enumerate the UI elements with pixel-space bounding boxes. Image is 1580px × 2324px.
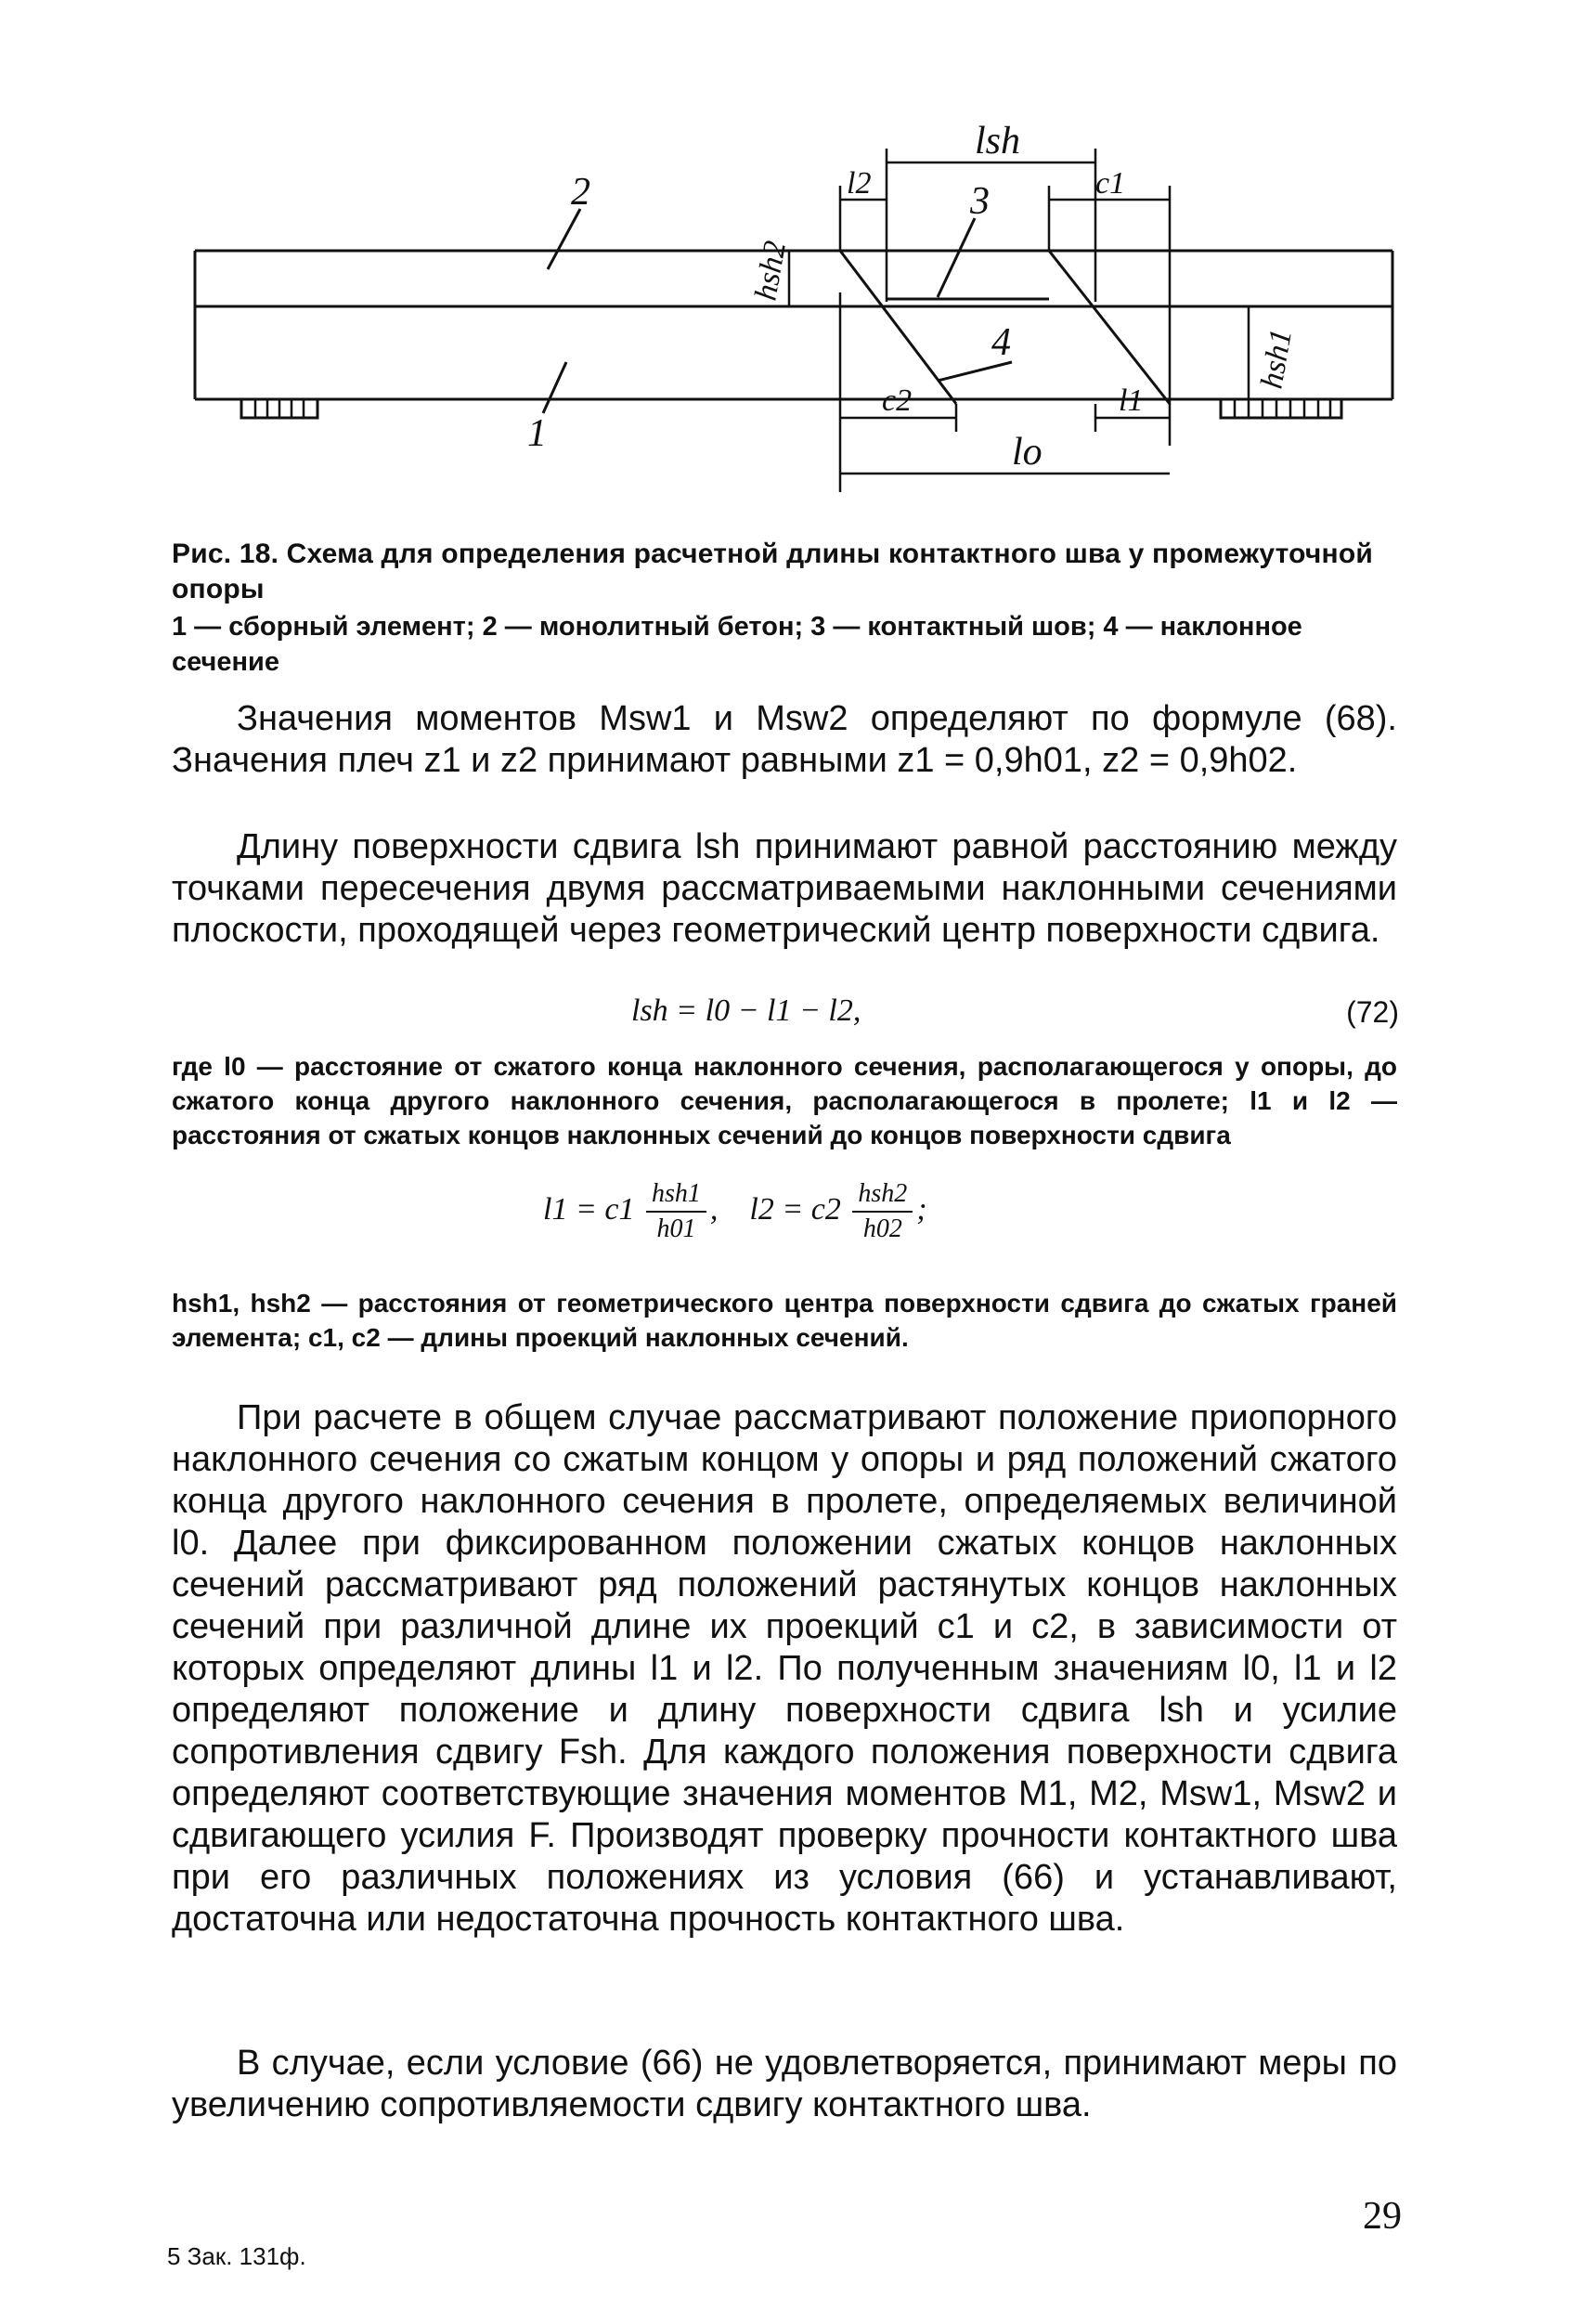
eq-l2-left: l2 = c2 xyxy=(749,1191,841,1227)
figure-schematic xyxy=(158,111,1411,520)
label-lo: lo xyxy=(1012,431,1043,474)
paragraph-shear-length: Длину поверхности сдвига lsh принимают равной расстоянию между точками пересечения двумя рассматриваемыми наклонными сечениями плоскости, проходящей через геометрический центр поверхности сдвига. xyxy=(172,827,1397,950)
where-clause-2: hsh1, hsh2 — расстояния от геометрического центра поверхности сдвига до сжатых граней элемента; c1, c2 — длины проекций наклонных сечений. xyxy=(172,1289,1397,1352)
label-4: 4 xyxy=(991,321,1011,364)
equation-72: lsh = l0 − l1 − l2, xyxy=(631,993,861,1028)
label-2: 2 xyxy=(571,171,590,214)
paragraph-condition-66: В случае, если условие (66) не удовлетворяется, принимают меры по увеличению сопротивляемости сдвигу контактного шва. xyxy=(172,2044,1397,2124)
label-l1: l1 xyxy=(1119,383,1144,418)
paragraph-moments: Значения моментов Msw1 и Msw2 определяют по формуле (68). Значения плеч z1 и z2 принимают равными z1 = 0,9h01, z2 = 0,9h02. xyxy=(172,699,1397,780)
figure-caption-title: Рис. 18. Схема для определения расчетной длины контактного шва у промежуточной опоры xyxy=(172,539,1373,604)
label-3: 3 xyxy=(970,180,990,223)
eq-l1-left: l1 = c1 xyxy=(543,1191,635,1227)
eq-l1-fraction xyxy=(646,1179,706,1244)
page-number: 29 xyxy=(1363,2195,1402,2238)
eq-l2-fraction xyxy=(852,1179,913,1244)
label-hsh1: hsh1 xyxy=(1254,326,1300,392)
figure-caption-legend: 1 — сборный элемент; 2 — монолитный бетон; 3 — контактный шов; 4 — наклонное сечение xyxy=(172,612,1302,677)
label-c2: c2 xyxy=(882,383,913,418)
paragraph-general-case: При расчете в общем случае рассматривают положение приопорного наклонного сечения со сжатым концом у опоры и ряд положений сжатого конца другого наклонного сечения в пролете, определяемых величиной l0. Далее при фиксированном положении сжатых концов наклонных сечений рассматривают ряд положений растянутых концов наклонных сечений при различной длине их проекций c1 и c2, в зависимости от которых определяют длины l1 и l2. По полученным значениям l0, l1 и l2 определяют положение и длину поверхности сдвига lsh и усилие сопротивления сдвигу Fsh. Для каждого положения поверхности сдвига определяют соответствующие значения моментов M1, M2, Msw1, Msw2 и сдвигающего усилия F. Производят проверку прочности контактного шва при его различных положениях из условия (66) и устанавливают, достаточна или недостаточна прочность контактного шва. xyxy=(172,1398,1397,1939)
where-clause-1: где l0 — расстояние от сжатого конца наклонного сечения, располагающегося у опоры, до сжатого конца другого наклонного сечения, располагающегося в пролете; l1 и l2 — расстояния от сжатых концов наклонных сечений до концов поверхности сдвига xyxy=(172,1052,1397,1149)
footer-print-order: 5 Зак. 131ф. xyxy=(167,2242,306,2270)
label-c1: c1 xyxy=(1095,166,1126,201)
eq-l1-denominator: h01 xyxy=(656,1214,696,1243)
eq-l2-numerator: hsh2 xyxy=(852,1179,913,1213)
equation-72-number: (72) xyxy=(1346,995,1399,1029)
label-hsh2: hsh2 xyxy=(748,238,794,304)
label-lsh: lsh xyxy=(975,120,1021,162)
eq-l2-denominator: h02 xyxy=(862,1214,902,1243)
label-1: 1 xyxy=(527,412,547,455)
label-l2: l2 xyxy=(847,166,872,201)
equation-l1-l2: l1 = c1 $\frac{\text{hsh1}}{h01}$ , l2 = c2 $\frac{\text{hsh2}}{h02}$ ; xyxy=(543,1179,927,1243)
eq-l1-numerator: hsh1 xyxy=(646,1179,706,1213)
